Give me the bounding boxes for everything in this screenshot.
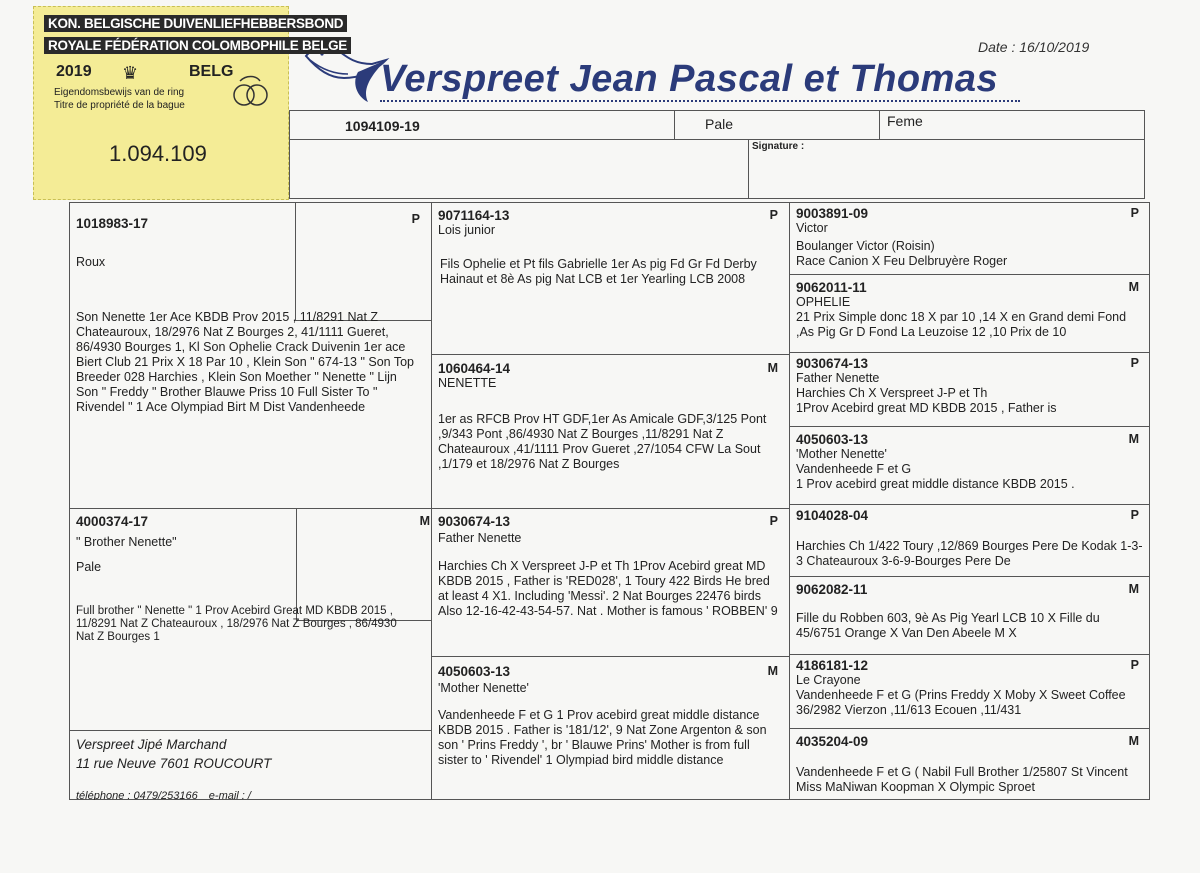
sire-name: Lois junior xyxy=(438,223,495,237)
signature-box xyxy=(748,139,1145,199)
sibling-sire-cell xyxy=(432,510,788,656)
owner-address: 11 rue Neuve 7601 ROUCOURT xyxy=(76,756,272,771)
sib-sire-sire-ring: 9104028-04 xyxy=(796,508,869,523)
header-sex: Feme xyxy=(887,113,923,129)
ring-ownership-sticker xyxy=(33,6,347,200)
owner-phone: téléphone : 0479/253166 xyxy=(76,790,198,800)
dam-sire-breeder: Harchies Ch X Verspreet J-P et Th xyxy=(796,386,988,400)
dam-sire-cell xyxy=(790,352,1149,426)
title-underline xyxy=(380,100,1020,102)
sibling-ring: 4000374-17 xyxy=(76,514,149,529)
sib-sire-sire-cell xyxy=(790,504,1149,576)
sire-ring: 9071164-13 xyxy=(438,208,510,223)
grid-line xyxy=(789,728,1150,729)
sibling-name: " Brother Nenette" xyxy=(76,535,177,549)
sire-dam-ring: 9062011-11 xyxy=(796,280,867,295)
sib-sire-dam-cell xyxy=(790,578,1149,654)
sibling-cell xyxy=(70,510,430,728)
sire-sire-sex: P xyxy=(1130,206,1139,220)
sibling-dam-ring: 4050603-13 xyxy=(438,664,511,679)
sib-sire-sire-sex: P xyxy=(1130,508,1139,522)
dam-sire-line: 1Prov Acebird great MD KBDB 2015 , Father is xyxy=(796,401,1057,415)
header-remarks-box xyxy=(289,139,749,199)
sire-dam-description: 21 Prix Simple donc 18 X par 10 ,14 X en Grand demi Fond ,As Pig Gr D Fond La Leuzoise 12 ,10 Prix de 10 xyxy=(796,310,1127,339)
sire-dam-sex: M xyxy=(1128,280,1139,294)
sire-sex: P xyxy=(769,208,778,222)
sib-dam-sire-name: Le Crayone xyxy=(796,673,861,687)
signature-label: Signature : xyxy=(752,141,805,152)
sibling-color: Pale xyxy=(76,560,102,574)
sire-sire-line: Race Canion X Feu Delbruyère Roger xyxy=(796,254,1008,268)
dam-name: NENETTE xyxy=(438,376,497,390)
sire-dam-cell xyxy=(790,276,1149,352)
dam-dam-line: 1 Prov acebird great middle distance KBDB 2015 . xyxy=(796,477,1075,491)
dam-dam-breeder: Vandenheede F et G xyxy=(796,462,912,476)
sibling-sire-description: Harchies Ch X Verspreet J-P et Th 1Prov Acebird great MD KBDB 2015 , Father is 'RED028', 1 Toury 422 Birds He bred at least 4 X1. Including 'Messi'. 2 Nat Bourges 22476 birds Also 12-16-42-43-54-57. Nat . Mother is famous ' ROBBEN' 9 xyxy=(438,559,778,618)
sire-sire-name: Victor xyxy=(796,221,828,235)
sibling-dam-name: 'Mother Nenette' xyxy=(438,681,529,695)
date-label: Date : 16/10/2019 xyxy=(978,39,1090,55)
sib-dam-dam-description: Vandenheede F et G ( Nabil Full Brother 1/25807 St Vincent Miss MaNiwan Koopman X Olympic Sproet xyxy=(796,765,1128,794)
subject-ring: 1018983-17 xyxy=(76,216,149,231)
dam-cell xyxy=(432,357,788,505)
sibling-sire-sex: P xyxy=(769,514,778,528)
grid-line xyxy=(431,656,789,657)
sire-sire-ring: 9003891-09 xyxy=(796,206,869,221)
subject-description: Son Nenette 1er Ace KBDB Prov 2015 , 11/8291 Nat Z Chateauroux, 18/2976 Nat Z Bourges 2, 41/1111 Gueret, 86/4930 Bourges 1, Kl Son Ophelie Crack Duivenin 1er ace Biert Club 21 Prix X 18 Par 10 , Klein Son " 674-13 " Son Top Breeder 028 Harchies , Klein Son Moether " Nenette " Lijn Son " Freddy " Brother Blauwe Priss 10 Full Sister To " Rivendel " 1 Ace Olympiad Birt M Dist Vandenheede xyxy=(76,310,415,414)
sticker-year: 2019 xyxy=(56,63,92,80)
dam-dam-name: 'Mother Nenette' xyxy=(796,447,887,461)
dam-ring: 1060464-14 xyxy=(438,361,511,376)
sire-sire-breeder: Boulanger Victor (Roisin) xyxy=(796,239,935,253)
grid-line xyxy=(431,354,789,355)
sibling-description: Full brother " Nenette " 1 Prov Acebird Great MD KBDB 2015 , 11/8291 Nat Z Chateauroux , 18/2976 Nat Z Bourges , 86/4930 Nat Z Bourges 1 xyxy=(76,605,397,643)
sib-sire-sire-description: Harchies Ch 1/422 Toury ,12/869 Bourges Pere De Kodak 1-3-3 Chateauroux 3-6-9-Bourges Pere De xyxy=(796,539,1143,568)
sib-dam-dam-sex: M xyxy=(1128,734,1139,748)
sibling-dam-cell xyxy=(432,660,788,800)
federation-seal-icon xyxy=(230,73,270,113)
header-color: Pale xyxy=(705,116,734,132)
owner-email: e-mail : / xyxy=(208,790,251,800)
sib-sire-dam-description: Fille du Robben 603, 9è As Pig Yearl LCB 10 X Fille du 45/6751 Orange X Van Den Abeele M X xyxy=(796,611,1100,640)
dam-dam-sex: M xyxy=(1128,432,1139,446)
dam-dam-cell xyxy=(790,428,1149,504)
subject-sex: P xyxy=(411,212,420,226)
sib-dam-dam-cell xyxy=(790,730,1149,800)
sticker-ownership-fr: Titre de propriété de la bague xyxy=(54,100,185,111)
grid-line xyxy=(789,426,1150,427)
sib-dam-sire-sex: P xyxy=(1130,658,1139,672)
sibling-dam-description: Vandenheede F et G 1 Prov acebird great middle distance KBDB 2015 . Father is '181/12', 9 Nat Zone Argenton & son son ' Prins Freddy ', br ' Blauwe Prins' Mother is from full sister to ' Rivendel' 1 Olympiad bird middle distance xyxy=(438,708,767,767)
sib-sire-dam-sex: M xyxy=(1128,582,1139,596)
grid-line xyxy=(69,730,431,731)
sibling-sire-ring: 9030674-13 xyxy=(438,514,511,529)
sticker-ring-number: 1.094.109 xyxy=(109,141,207,166)
sibling-sire-name: Father Nenette xyxy=(438,531,522,545)
dam-sire-name: Father Nenette xyxy=(796,371,880,385)
dam-sire-ring: 9030674-13 xyxy=(796,356,869,371)
sib-dam-sire-ring: 4186181-12 xyxy=(796,658,869,673)
sib-dam-sire-description: Vandenheede F et G (Prins Freddy X Moby X Sweet Coffee 36/2982 Vierzon ,11/613 Ecouen ,11/431 xyxy=(796,688,1126,717)
federation-name-nl: KON. BELGISCHE DUIVENLIEFHEBBERSBOND xyxy=(44,15,347,32)
sire-cell xyxy=(432,204,788,352)
federation-name-fr: ROYALE FÉDÉRATION COLOMBOPHILE BELGE xyxy=(44,37,351,54)
dam-dam-ring: 4050603-13 xyxy=(796,432,869,447)
sib-sire-dam-ring: 9062082-11 xyxy=(796,582,868,597)
subject-cell xyxy=(70,204,430,504)
sibling-dam-sex: M xyxy=(767,664,778,678)
sibling-sex: M xyxy=(419,514,430,528)
sire-sire-cell xyxy=(790,202,1149,274)
sire-dam-name: OPHELIE xyxy=(796,295,851,309)
sib-dam-sire-cell xyxy=(790,654,1149,728)
dam-sex: M xyxy=(767,361,778,375)
sticker-country: BELG xyxy=(189,63,234,80)
owner-name: Verspreet Jipé Marchand xyxy=(76,737,227,752)
owner-cell xyxy=(70,732,430,800)
dam-sire-sex: P xyxy=(1130,356,1139,370)
subject-name: Roux xyxy=(76,255,106,269)
dam-description: 1er as RFCB Prov HT GDF,1er As Amicale GDF,3/125 Pont ,9/343 Pont ,86/4930 Nat Z Bourges ,11/8291 Nat Z Chateauroux ,41/1111 Prov Gueret ,27/1054 CFW La Sout ,1/179 et 18/2976 Nat Z Bourges xyxy=(438,412,767,471)
document-title: Verspreet Jean Pascal et Thomas xyxy=(380,58,999,100)
sire-description: Fils Ophelie et Pt fils Gabrielle 1er As pig Fd Gr Fd Derby Hainaut et 8è As pig Nat LCB et 1er Yearling LCB 2008 xyxy=(440,257,757,286)
crown-emblem-icon: ♛ xyxy=(122,63,139,83)
sib-dam-dam-ring: 4035204-09 xyxy=(796,734,869,749)
sticker-ownership-nl: Eigendomsbewijs van de ring xyxy=(54,87,185,98)
grid-line xyxy=(789,576,1150,577)
header-ring-number: 1094109-19 xyxy=(345,118,420,134)
grid-line xyxy=(789,274,1150,275)
